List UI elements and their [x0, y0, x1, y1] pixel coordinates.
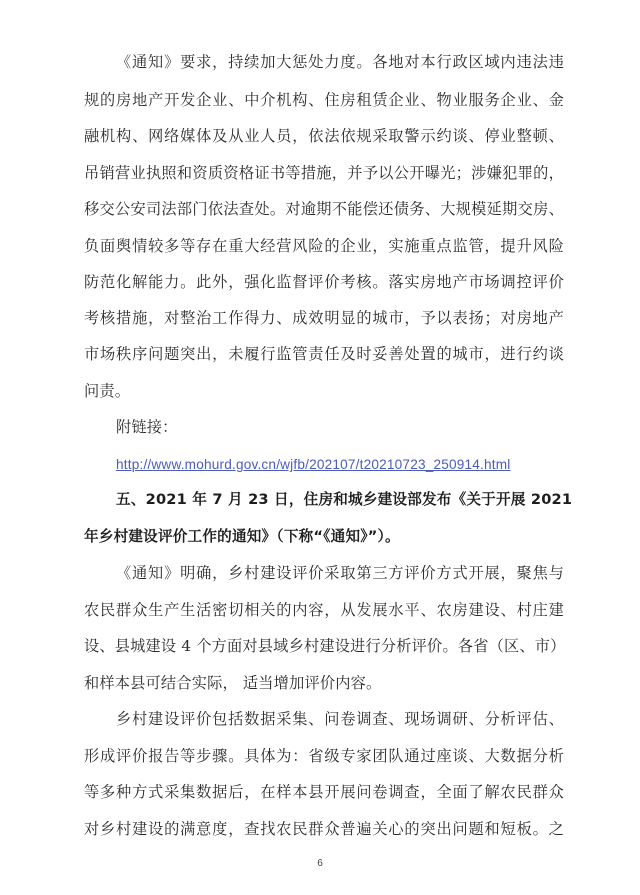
para3-line-2: 形成评价报告等步骤。具体为：省级专家团队通过座谈、大数据分析	[84, 747, 564, 765]
para1-line-4: 吊销营业执照和资质资格证书等措施，并予以公开曝光；涉嫌犯罪的，	[84, 164, 564, 182]
para1-line-10: 问责。	[84, 382, 131, 400]
attachment-label: 附链接：	[116, 418, 178, 436]
para1-line-6: 负面舆情较多等存在重大经营风险的企业，实施重点监管，提升风险	[84, 237, 564, 255]
section5-heading-line-2: 年乡村建设评价工作的通知》（下称“《通知》”）。	[84, 528, 400, 545]
para1-line-7: 防范化解能力。此外，强化监督评价考核。落实房地产市场调控评价	[84, 273, 564, 291]
para2-line-3: 设、县城建设 4 个方面对县域乡村建设进行分析评价。各省（区、市）	[84, 637, 566, 655]
para3-line-1: 乡村建设评价包括数据采集、问卷调查、现场调研、分析评估、	[116, 710, 564, 728]
para1-line-9: 市场秩序问题突出，未履行监管责任及时妥善处置的城市，进行约谈	[84, 345, 564, 363]
section5-heading-line-1: 五、2021 年 7 月 23 日，住房和城乡建设部发布《关于开展 2021	[116, 491, 573, 508]
para1-line-8: 考核措施，对整治工作得力、成效明显的城市，予以表扬；对房地产	[84, 309, 564, 327]
para3-line-3: 等多种方式采集数据后，在样本县开展问卷调查，全面了解农民群众	[84, 783, 564, 801]
para2-line-2: 农民群众生产生活密切相关的内容，从发展水平、农房建设、村庄建	[84, 601, 564, 619]
para1-line-3: 融机构、网络媒体及从业人员，依法依规采取警示约谈、停业整顿、	[84, 127, 564, 145]
para2-line-4: 和样本县可结合实际， 适当增加评价内容。	[84, 674, 382, 692]
para1-line-1: 《通知》要求，持续加大惩处力度。各地对本行政区域内违法违	[116, 53, 564, 71]
attachment-link[interactable]: http://www.mohurd.gov.cn/wjfb/202107/t20210723_250914.html	[116, 457, 511, 472]
page-number: 6	[317, 858, 323, 869]
para3-line-4: 对乡村建设的满意度，查找农民群众普遍关心的突出问题和短板。之	[84, 820, 564, 838]
para1-line-2: 规的房地产开发企业、中介机构、住房租赁企业、物业服务企业、金	[84, 91, 564, 109]
para2-line-1: 《通知》明确，乡村建设评价采取第三方评价方式开展，聚焦与	[116, 564, 564, 582]
para1-line-5: 移交公安司法部门依法查处。对逾期不能偿还债务、大规模延期交房、	[84, 200, 564, 218]
